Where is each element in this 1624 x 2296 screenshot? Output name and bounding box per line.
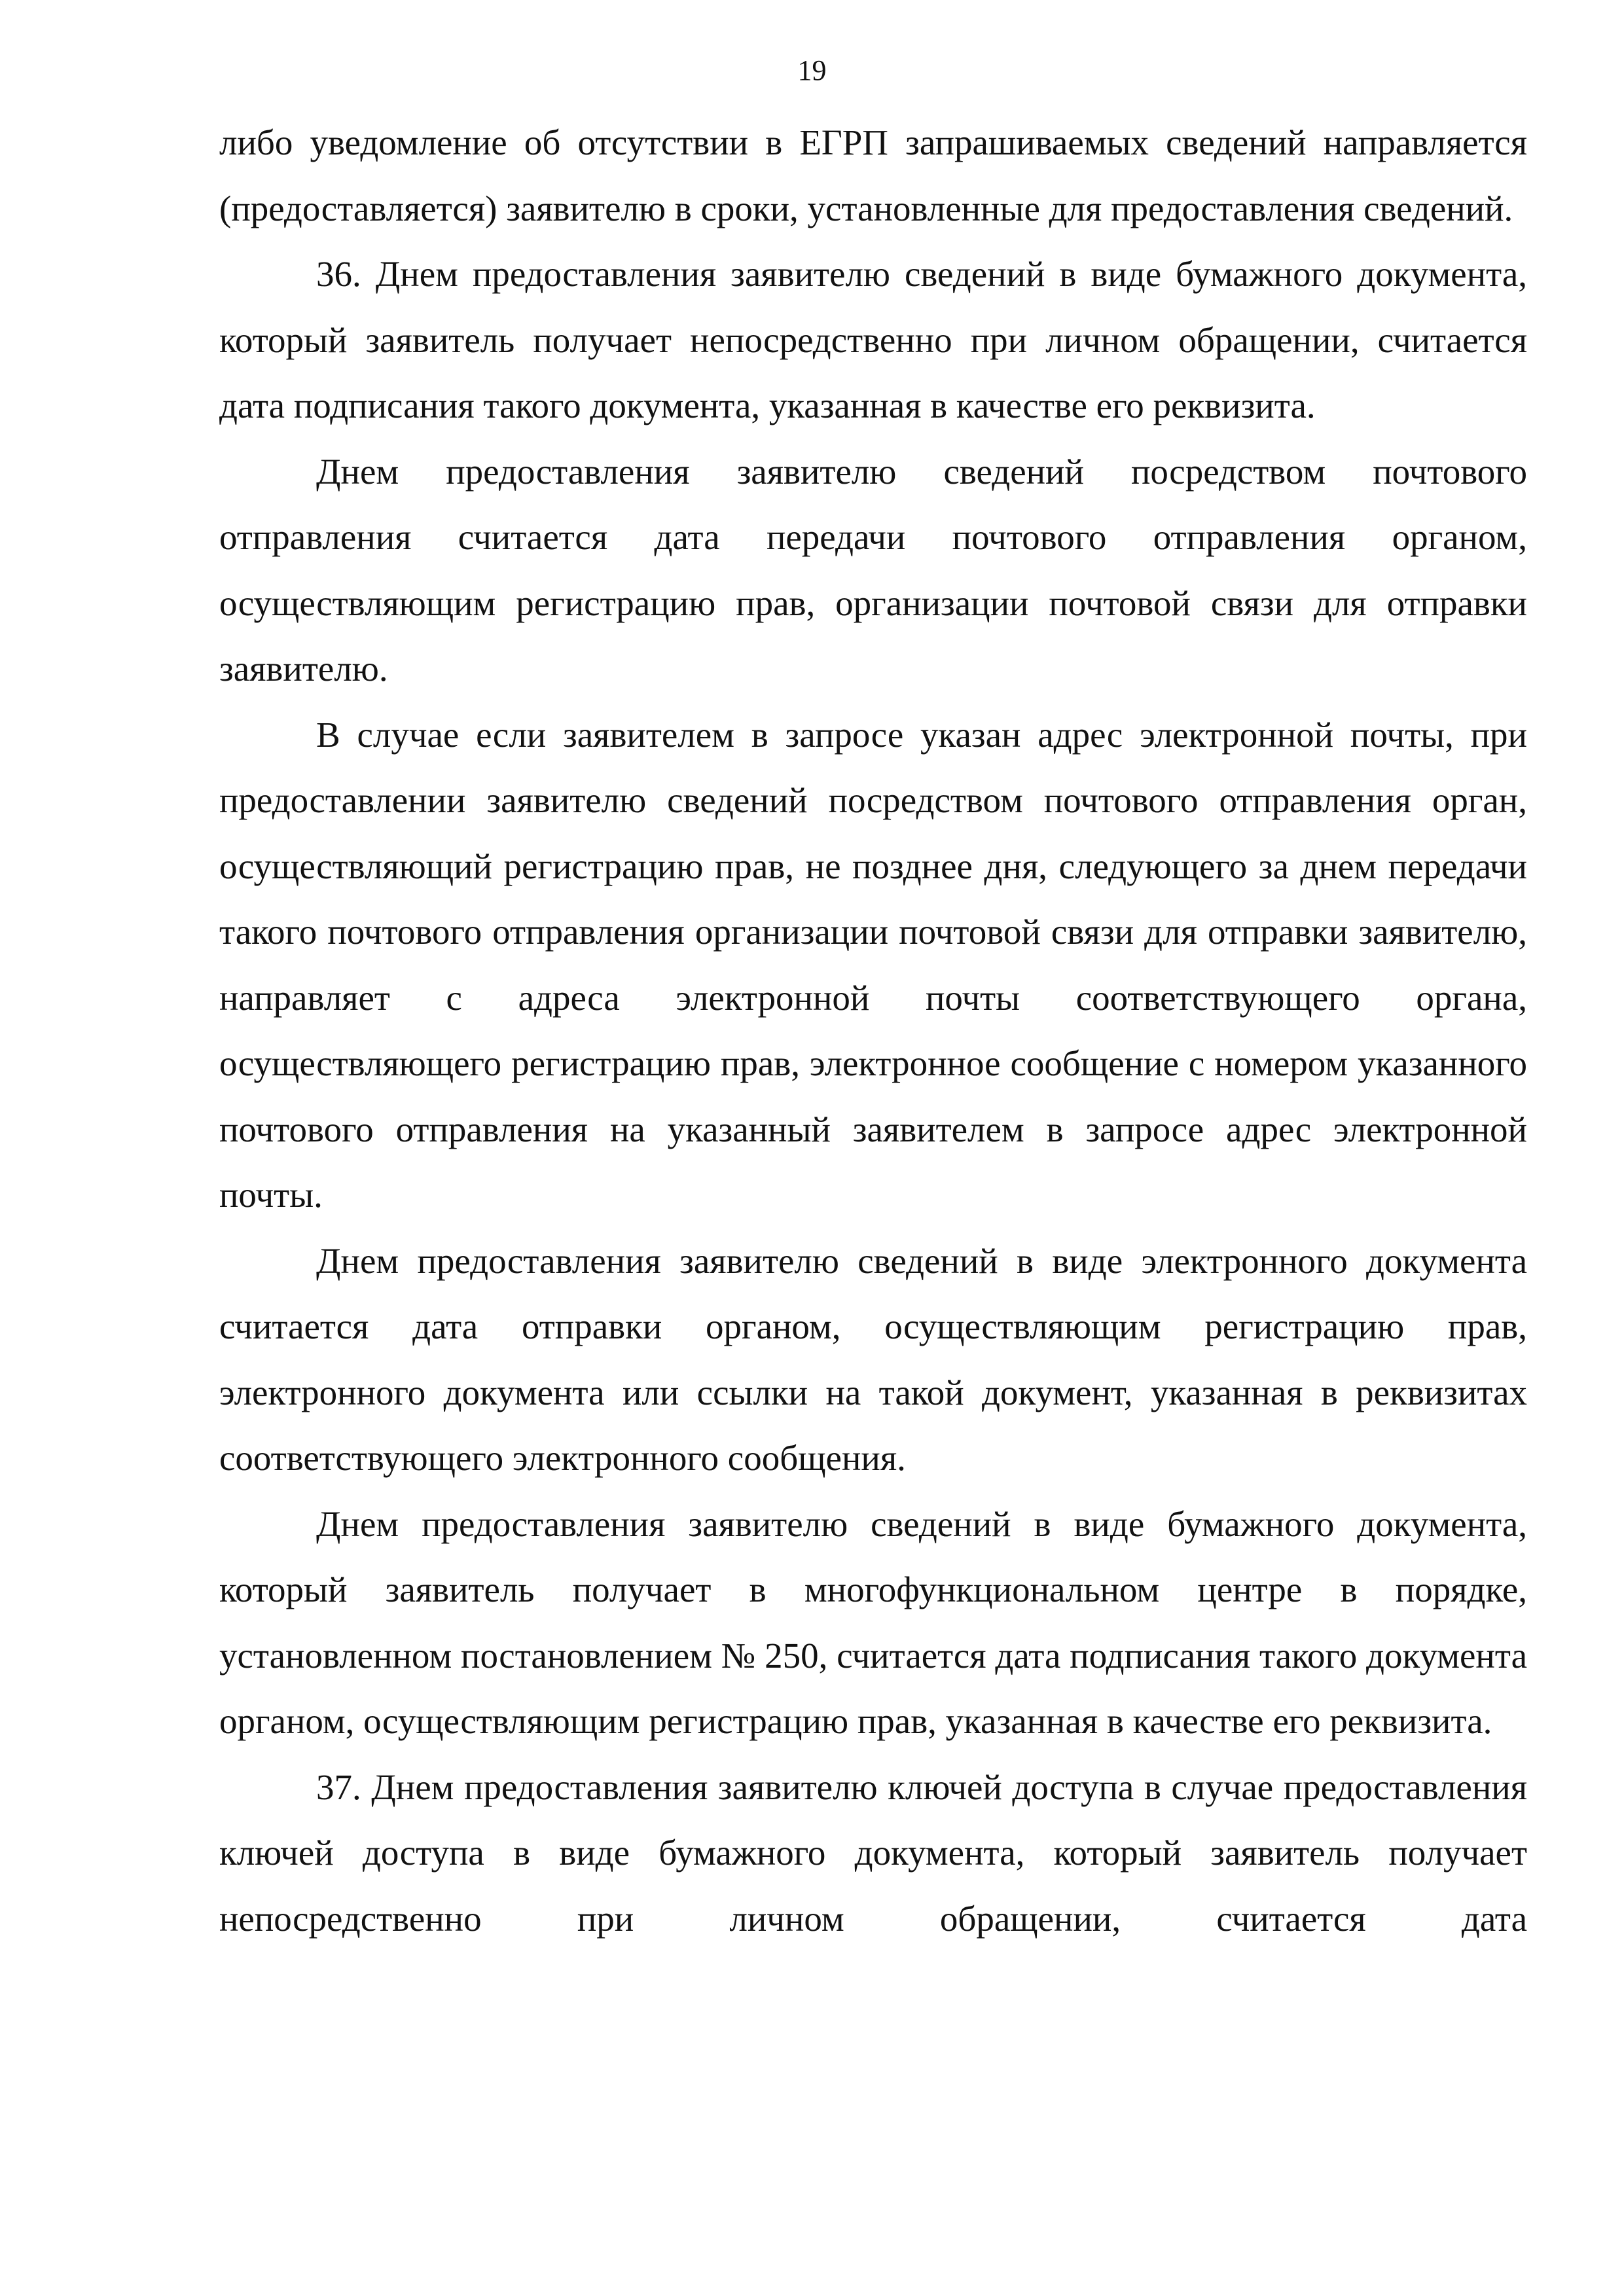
document-body [219,110,1527,1952]
paragraph-email-notification: В случае если заявителем в запросе указан адрес электронной почты, при предоставлении заявителю сведений посредством почтового отправления орган, осуществляющий регистрацию прав, не позднее дня, следующего за днем передачи такого почтового отправления организации почтовой связи для отправки заявителю, направляет с адреса электронной почты соответствующего органа, осуществляющего регистрацию прав, электронное сообщение с номером указанного почтового отправления на указанный заявителем в запросе адрес электронной почты. [219,714,1527,1215]
paragraph-item-36: 36. Днем предоставления заявителю сведений в виде бумажного документа, который заявитель получает непосредственно при личном обращении, считается дата подписания такого документа, указанная в качестве его реквизита. [219,254,1527,425]
paragraph-postal-delivery: Днем предоставления заявителю сведений посредством почтового отправления считается дата передачи почтового отправления органом, осуществляющим регистрацию прав, организации почтовой связи для отправки заявителю. [219,451,1527,689]
paragraph-electronic-document: Днем предоставления заявителю сведений в виде электронного документа считается дата отправки органом, осуществляющим регистрацию прав, электронного документа или ссылки на такой документ, указанная в реквизитах соответствующего электронного сообщения. [219,1240,1527,1478]
paragraph-continuation: либо уведомление об отсутствии в ЕГРП запрашиваемых сведений направляется (предоставляется) заявителю в сроки, установленные для предоставления сведений. [219,122,1527,228]
page-number: 19 [797,54,827,86]
paragraph-mfc-paper-document: Днем предоставления заявителю сведений в виде бумажного документа, который заявитель получает в многофункциональном центре в порядке, установленном постановлением № 250, считается дата подписания такого документа органом, осуществляющим регистрацию прав, указанная в качестве его реквизита. [219,1503,1527,1741]
paragraph-item-37: 37. Днем предоставления заявителю ключей доступа в случае предоставления ключей доступа в виде бумажного документа, который заявитель получает непосредственно при личном обращении, считается дата [219,1767,1527,1939]
